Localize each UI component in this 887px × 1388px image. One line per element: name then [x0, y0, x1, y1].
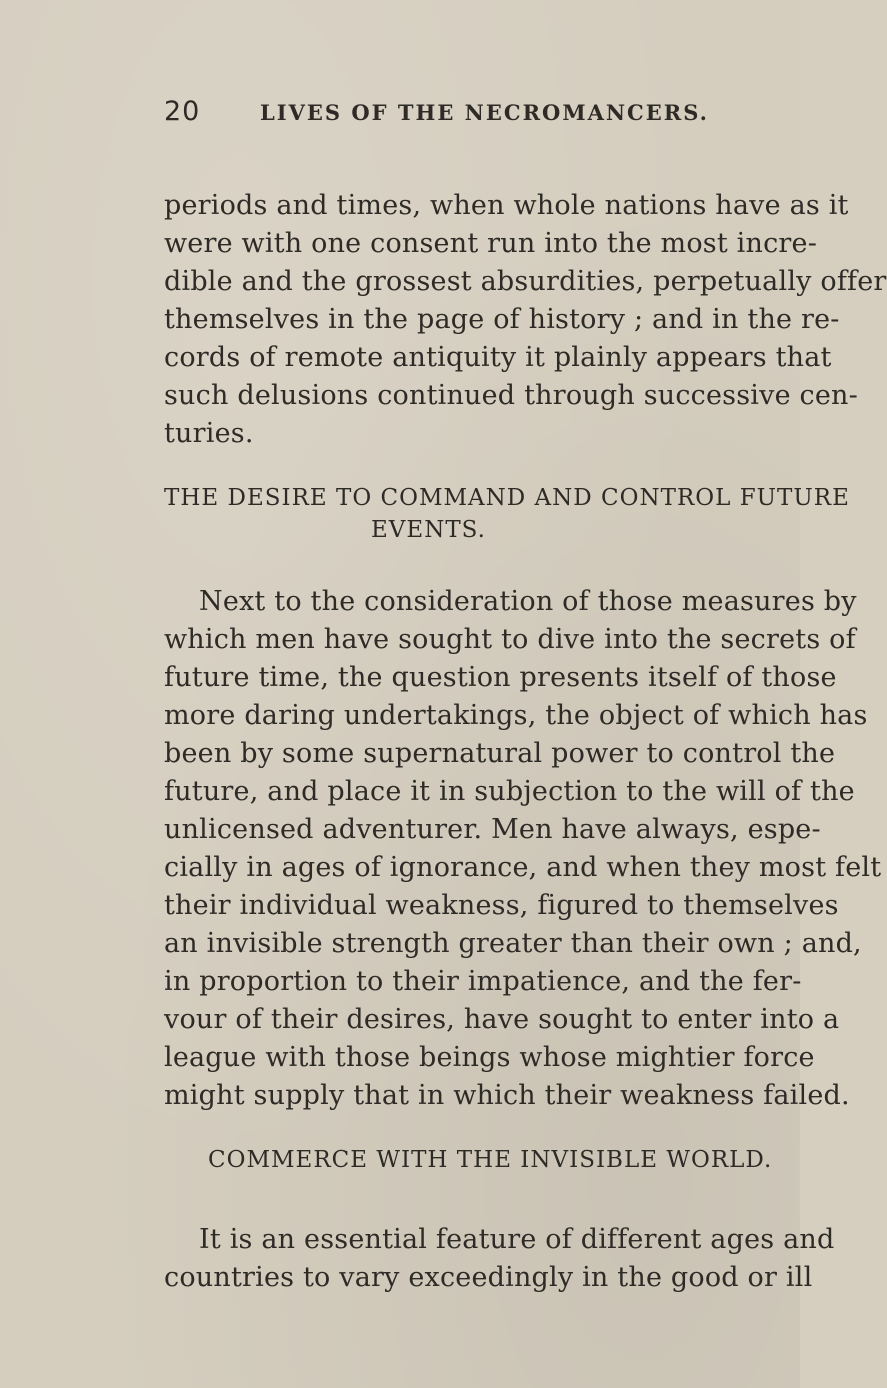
page-header [164, 96, 764, 136]
text-line: dible and the grossest absurdities, perpetually offer [164, 266, 887, 297]
text-line: in proportion to their impatience, and the fer- [164, 966, 802, 997]
section-heading: COMMERCE WITH THE INVISIBLE WORLD. [208, 1147, 773, 1173]
page-number: 20 [164, 96, 201, 127]
text-line: themselves in the page of history ; and in the re- [164, 304, 840, 335]
text-line: cially in ages of ignorance, and when they most felt [164, 852, 882, 883]
text-line: were with one consent run into the most incre- [164, 228, 818, 259]
section-heading: THE DESIRE TO COMMAND AND CONTROL FUTURE [164, 485, 850, 511]
text-line: future time, the question presents itself of those [164, 662, 837, 693]
text-line: periods and times, when whole nations have as it [164, 190, 849, 221]
text-line: countries to vary exceedingly in the good or ill [164, 1262, 813, 1293]
text-line: future, and place it in subjection to the will of the [164, 776, 855, 807]
text-line: unlicensed adventurer. Men have always, espe- [164, 814, 821, 845]
text-line: might supply that in which their weakness failed. [164, 1080, 850, 1111]
text-line: such delusions continued through successive cen- [164, 380, 858, 411]
text-line: their individual weakness, figured to themselves [164, 890, 839, 921]
text-line: more daring undertakings, the object of which has [164, 700, 868, 731]
text-line: cords of remote antiquity it plainly appears that [164, 342, 832, 373]
text-line: been by some supernatural power to control the [164, 738, 836, 769]
text-line: turies. [164, 418, 254, 449]
text-line: which men have sought to dive into the secrets of [164, 624, 856, 655]
text-line: league with those beings whose mightier force [164, 1042, 815, 1073]
text-line: an invisible strength greater than their own ; and, [164, 928, 862, 959]
text-line: Next to the consideration of those measures by [199, 586, 857, 617]
text-line: vour of their desires, have sought to enter into a [164, 1004, 840, 1035]
text-line: It is an essential feature of different ages and [199, 1224, 835, 1255]
section-heading-continued: EVENTS. [371, 517, 486, 543]
running-head: LIVES OF THE NECROMANCERS. [260, 100, 709, 125]
